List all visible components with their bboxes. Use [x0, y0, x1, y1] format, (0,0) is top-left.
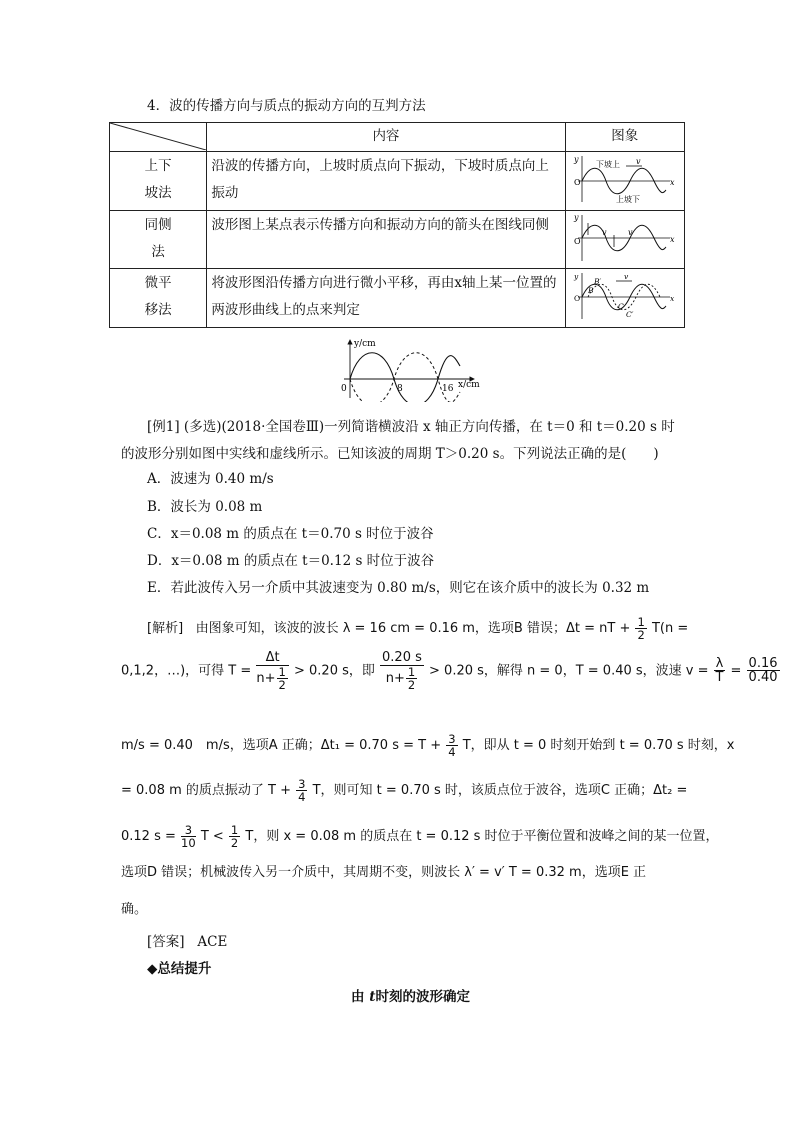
method-content: 沿波的传播方向，上坡时质点向下振动，下坡时质点向上振动 [207, 152, 565, 211]
table-header-row [110, 123, 685, 152]
method-name [110, 269, 207, 328]
method-content: 将波形图沿传播方向进行微小平移，再由x轴上某一位置的两波形曲线上的点来判定 [207, 269, 565, 328]
solution-text: T < [200, 829, 224, 845]
wave-figure-sameside [566, 211, 682, 264]
header-image: 图象 [565, 123, 684, 152]
fraction: $\frac{1}{2}$ [230, 823, 239, 851]
method-name [110, 211, 207, 269]
example-wave-figure [336, 336, 486, 402]
method-name-line2: 坡法 [144, 185, 172, 201]
solution-text: > 0.20 s，解得 n = 0，T = 0.40 s，波速 v = [429, 663, 709, 679]
answer-value: ACE [197, 934, 228, 950]
wave-figure-slope [566, 152, 682, 206]
option-b: B．波长为 0.08 m [147, 499, 263, 515]
table-row [110, 152, 685, 211]
summary-subtitle: 由 t时刻的波形确定 [351, 989, 470, 1005]
fig-label: C [617, 302, 624, 311]
solution-line2 [121, 651, 781, 691]
fig-label: y [573, 213, 579, 222]
method-table [109, 122, 685, 328]
summary-heading: ◆总结提升 [147, 961, 212, 977]
solution-text: T，即从 t = 0 时刻开始到 t = 0.70 s 时刻，x [462, 738, 735, 754]
fraction: 0.20 s n+ $\frac{1}{2}$ [382, 650, 422, 692]
option-a: A．波速为 0.40 m/s [147, 471, 274, 487]
method-name [110, 152, 207, 211]
fig-label: x [669, 178, 675, 187]
solution-text: = [730, 663, 742, 679]
fig-label: v [627, 228, 633, 237]
solution-line6: 选项D 错误；机械波传入另一介质中，其周期不变，则波长 λ′ = v′ T = 0.32 m，选项E 正 [121, 865, 647, 880]
method-name-line2: 法 [151, 244, 165, 260]
fig-label: O [573, 294, 580, 303]
fig-label: v [635, 157, 641, 166]
method-content: 波形图上某点表示传播方向和振动方向的箭头在图线同侧 [207, 211, 565, 269]
fig-label: 下坡上 [595, 160, 620, 169]
solution-text: 0.12 s = [121, 829, 176, 845]
fig-label: C′ [625, 310, 634, 319]
method-name-line1: 上下 [144, 158, 172, 174]
solution-line7: 确。 [121, 902, 148, 917]
solution-text: 由图象可知，该波的波长 λ = 16 cm = 0.16 m，选项B 错误；Δt = nT + [195, 621, 631, 637]
fig-label: x [669, 235, 675, 244]
option-e: E．若此波传入另一介质中其波速变为 0.80 m/s，则它在该介质中的波长为 0.32 m [147, 580, 650, 596]
solution-text: T(n = [651, 621, 689, 637]
x-axis-label: x/cm [458, 380, 480, 390]
fig-label: B [587, 286, 594, 295]
tick-8: 8 [397, 384, 403, 394]
example-tag: [例1] [147, 419, 180, 435]
solution-text: T，则 x = 0.08 m 的质点在 t = 0.12 s 时位于平衡位置和波峰之间的某一位置， [245, 829, 719, 845]
fraction: $\frac{0.16}{0.40}$ [748, 655, 778, 686]
fig-label: B′ [593, 277, 601, 286]
solution-line4 [121, 778, 687, 803]
fig-label: y [573, 272, 578, 281]
option-c: C．x＝0.08 m 的质点在 t＝0.70 s 时位于波谷 [147, 526, 434, 542]
method-figure [565, 269, 684, 328]
fig-label: y [573, 155, 579, 164]
diagonal-line [110, 123, 206, 150]
section-title: 4．波的传播方向与质点的振动方向的互判方法 [147, 98, 426, 114]
option-d: D．x＝0.08 m 的质点在 t＝0.12 s 时位于波谷 [147, 553, 435, 569]
y-axis-label: y/cm [354, 339, 376, 349]
fraction: $\frac{3}{10}$ [181, 823, 196, 851]
solution-line5 [121, 824, 719, 849]
fig-label: O [573, 237, 581, 246]
header-content: 内容 [207, 123, 565, 152]
solution-tag: [解析] [147, 621, 184, 637]
origin-label: 0 [341, 384, 347, 394]
fig-label: 上坡下 [615, 195, 640, 204]
fig-label: v [601, 228, 607, 237]
fraction: Δt n+ $\frac{1}{2}$ [256, 651, 288, 691]
example-line2: 的波形分别如图中实线和虚线所示。已知该波的周期 T＞0.20 s。下列说法正确的是( ) [121, 446, 659, 462]
fig-label: O [573, 178, 581, 187]
fraction: $\frac{\lambda}{T}$ [715, 655, 724, 686]
method-figure [565, 211, 684, 269]
wave-figure-shift [566, 269, 682, 323]
answer-tag: [答案] [147, 934, 185, 950]
tick-16: 16 [442, 384, 454, 394]
fig-label: v [623, 272, 628, 281]
solution-text: > 0.20 s，即 [294, 663, 375, 679]
fig-label: x [669, 294, 674, 303]
solution-text: m/s = 0.40 m/s，选项A 正确；Δt₁ = 0.70 s = T + [121, 738, 442, 754]
method-name-line1: 同侧 [144, 217, 172, 233]
solution-text: = 0.08 m 的质点振动了 T + [121, 783, 291, 799]
method-name-line2: 移法 [144, 302, 172, 318]
diagonal-header-cell [110, 123, 207, 152]
table-row [110, 211, 685, 269]
method-name-line1: 微平 [144, 275, 172, 291]
solution-line3 [121, 733, 735, 758]
fraction: $\frac{1}{2}$ [637, 615, 645, 643]
example-line1 [147, 418, 675, 436]
table-row [110, 269, 685, 328]
solution-text: T，则可知 t = 0.70 s 时，该质点位于波谷，选项C 正确；Δt₂ = [312, 783, 688, 799]
solution-line1 [147, 616, 688, 641]
answer-line [147, 933, 227, 951]
example-text: (多选)(2018·全国卷Ⅲ)一列简谐横波沿 x 轴正方向传播，在 t＝0 和 t＝0.20 s 时 [183, 419, 675, 435]
method-figure [565, 152, 684, 211]
solution-text: 0,1,2，…)，可得 T = [121, 663, 252, 679]
fraction: $\frac{3}{4}$ [448, 732, 456, 760]
fraction: $\frac{3}{4}$ [298, 777, 306, 805]
